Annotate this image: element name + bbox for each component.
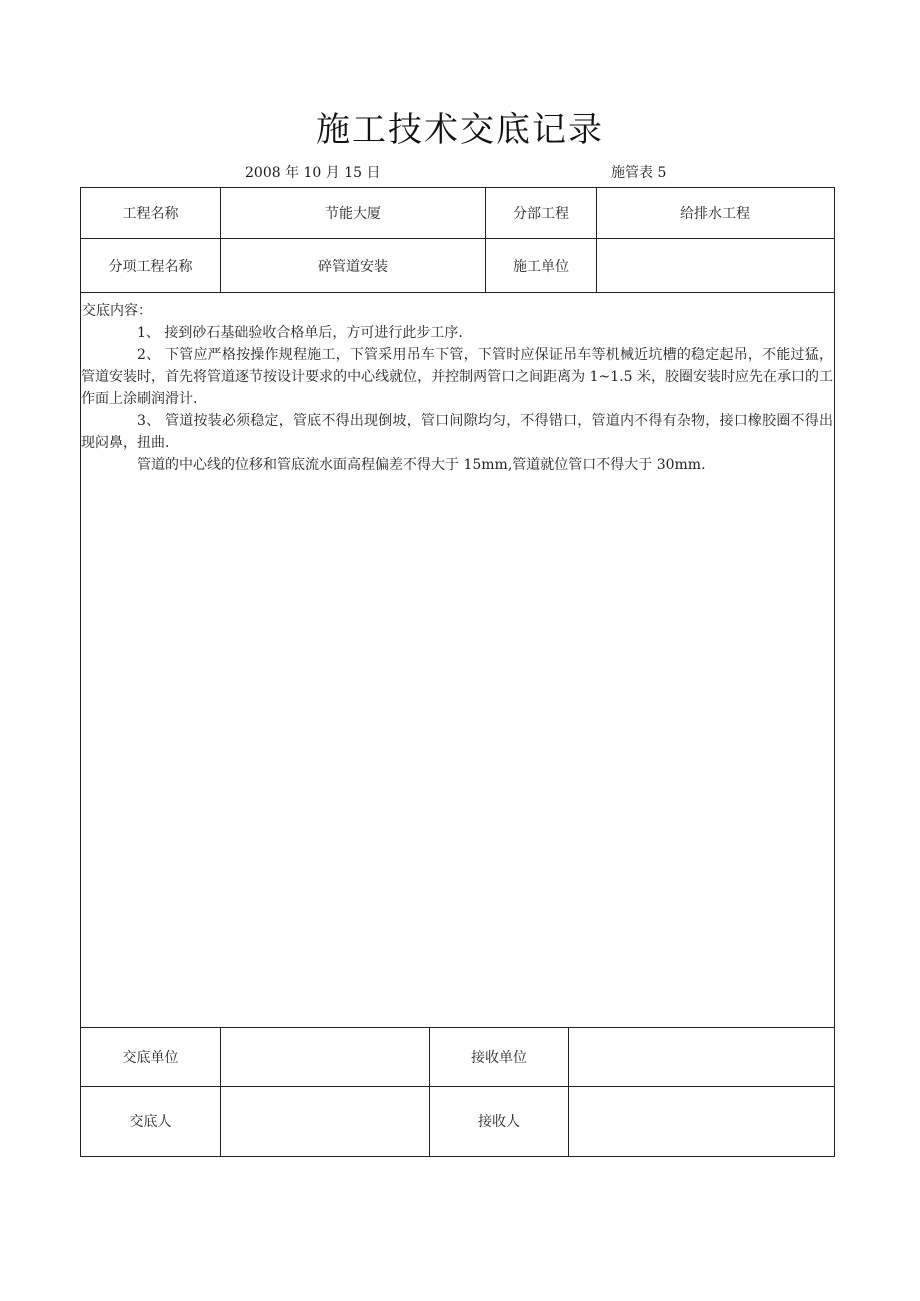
construction-unit-value [597,239,833,292]
division-value: 给排水工程 [680,206,750,222]
receiving-unit-value [569,1028,833,1086]
briefer-label: 交底人 [129,1114,172,1130]
record-date: 2008 年 10 月 15 日 [245,165,381,181]
receiver-label: 接收人 [478,1114,520,1130]
content-paragraph: 管道的中心线的位移和管底流水面高程偏差不得大于 15mm,管道就位管口不得大于 30mm. [137,457,706,473]
briefing-unit-value [221,1028,429,1086]
content-paragraph: 2、 下管应严格按操作规程施工，下管采用吊车下管，下管时应保证吊车等机械近坑槽的稳定起吊，不能过猛，管道安装时，首先将管道逐节按设计要求的中心线就位，并控制两管口之间距离为 1~1.5 米，胶圈安装时应先在承口的工作面上涂刷润滑计. [81,347,833,407]
content-paragraph: 1、 接到砂石基础验收合格单后，方可进行此步工序. [137,325,463,341]
briefing-content [81,300,833,476]
project-name-label: 工程名称 [122,206,179,222]
content-heading: 交底内容： [82,303,152,319]
construction-unit-label: 施工单位 [513,258,569,275]
page-title: 施工技术交底记录 [316,110,604,150]
content-paragraph: 3、 管道按装必须稳定，管底不得出现倒坡，管口间隙均匀，不得错口，管道内不得有杂物，接口橡胶圈不得出现闷鼻，扭曲. [81,413,833,451]
subitem-name-label: 分项工程名称 [108,258,193,275]
subitem-name-value: 碎管道安装 [318,258,388,275]
receiving-unit-label: 接收单位 [471,1050,527,1066]
briefing-unit-label: 交底单位 [122,1050,179,1066]
receiver-value [569,1087,833,1155]
table-divider [80,292,834,293]
project-name-value: 节能大厦 [325,206,381,222]
form-number: 施管表 5 [611,165,667,181]
division-label: 分部工程 [513,206,569,222]
briefer-value [221,1087,429,1155]
